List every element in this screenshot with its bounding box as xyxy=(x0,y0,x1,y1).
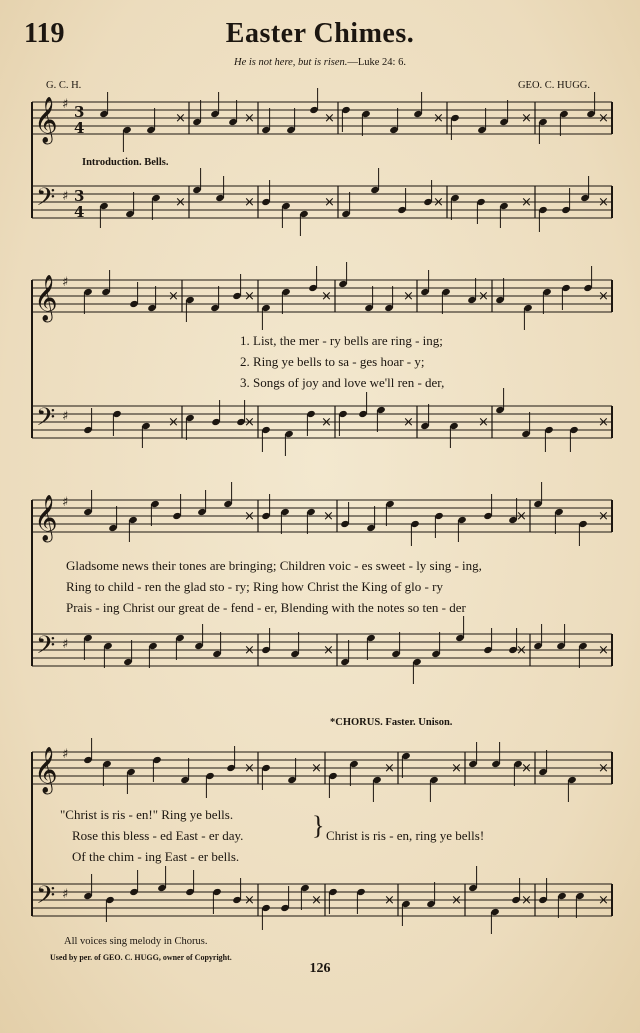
key-signature-sharp: ♯ xyxy=(62,747,69,762)
rest: × xyxy=(321,289,332,304)
bass-clef: 𝄢 xyxy=(36,183,56,218)
rest: × xyxy=(403,289,414,304)
rest: × xyxy=(433,195,444,210)
time-signature-top: 3 xyxy=(74,103,85,121)
rest: × xyxy=(244,643,255,658)
rest: × xyxy=(384,893,395,908)
lyric-s3-verse3: Prais - ing Christ our great de - fend - er, Blending with the notes so ten - der xyxy=(66,600,466,615)
rest: × xyxy=(244,415,255,430)
lyric-s4-verse1: "Christ is ris - en!" Ring ye bells. xyxy=(60,807,234,822)
treble-clef: 𝄞 xyxy=(34,275,58,321)
introduction-direction: Introduction. Bells. xyxy=(82,157,169,168)
rest: × xyxy=(321,415,332,430)
bass-clef: 𝄢 xyxy=(36,403,56,438)
rest: × xyxy=(516,509,527,524)
rest: × xyxy=(598,289,609,304)
rest: × xyxy=(598,195,609,210)
rest: × xyxy=(478,289,489,304)
scripture-text: He is not here, but is risen. xyxy=(234,57,348,68)
rest: × xyxy=(244,195,255,210)
chorus-direction: *CHORUS. Faster. Unison. xyxy=(330,717,453,728)
chorus-brace: } xyxy=(312,811,325,840)
key-signature-sharp: ♯ xyxy=(62,495,69,510)
rest: × xyxy=(451,893,462,908)
rest: × xyxy=(403,415,414,430)
key-signature-sharp: ♯ xyxy=(62,409,69,424)
rest: × xyxy=(323,643,334,658)
lyric-s2-verse3: 3. Songs of joy and love we'll ren - der, xyxy=(240,375,445,390)
bass-clef: 𝄢 xyxy=(36,881,56,916)
rest: × xyxy=(244,761,255,776)
page-number: 126 xyxy=(309,961,331,976)
rest: × xyxy=(433,111,444,126)
lyric-s3-verse1: Gladsome news their tones are bringing; Children voic - es sweet - ly sing - ing, xyxy=(66,558,482,573)
chorus-lyric: Christ is ris - en, ring ye bells! xyxy=(326,828,485,843)
rest: × xyxy=(516,643,527,658)
rest: × xyxy=(598,643,609,658)
hymn-number: 119 xyxy=(24,18,65,49)
rest: × xyxy=(598,111,609,126)
rest: × xyxy=(598,415,609,430)
time-signature-bottom: 4 xyxy=(74,119,85,137)
copyright-note: Used by per. of GEO. C. HUGG, owner of Copyright. xyxy=(50,953,232,962)
key-signature-sharp: ♯ xyxy=(62,887,69,902)
rest: × xyxy=(598,509,609,524)
rest: × xyxy=(598,893,609,908)
rest: × xyxy=(521,195,532,210)
rest: × xyxy=(175,111,186,126)
lyric-s4-verse2: Rose this bless - ed East - er day. xyxy=(72,828,244,843)
rest: × xyxy=(521,111,532,126)
key-signature-sharp: ♯ xyxy=(62,637,69,652)
rest: × xyxy=(244,111,255,126)
lyric-s4-verse3: Of the chim - ing East - er bells. xyxy=(72,849,240,864)
composer-credit: GEO. C. HUGG. xyxy=(517,80,590,91)
key-signature-sharp: ♯ xyxy=(62,97,69,112)
rest: × xyxy=(311,761,322,776)
rest: × xyxy=(311,893,322,908)
rest: × xyxy=(323,509,334,524)
rest: × xyxy=(324,195,335,210)
rest: × xyxy=(324,111,335,126)
rest: × xyxy=(451,761,462,776)
bass-clef: 𝄢 xyxy=(36,631,56,666)
time-signature-top: 3 xyxy=(74,187,85,205)
treble-clef: 𝄞 xyxy=(34,495,58,541)
lyric-s2-verse2: 2. Ring ye bells to sa - ges hoar - y; xyxy=(240,354,425,369)
lyric-s2-verse1: 1. List, the mer - ry bells are ring - ing; xyxy=(240,333,443,348)
author-credit: G. C. H. xyxy=(46,80,82,91)
scripture-reference: —Luke 24: 6. xyxy=(347,57,406,68)
rest: × xyxy=(175,195,186,210)
performance-note: All voices sing melody in Chorus. xyxy=(64,936,208,947)
rest: × xyxy=(598,761,609,776)
rest: × xyxy=(244,509,255,524)
rest: × xyxy=(478,415,489,430)
lyric-s3-verse2: Ring to child - ren the glad sto - ry; Ring how Christ the King of glo - ry xyxy=(66,579,443,594)
rest: × xyxy=(168,415,179,430)
hymn-title: Easter Chimes. xyxy=(225,18,415,49)
rest: × xyxy=(244,893,255,908)
rest: × xyxy=(384,761,395,776)
rest: × xyxy=(521,893,532,908)
treble-clef: 𝄞 xyxy=(34,97,58,143)
time-signature-bottom: 4 xyxy=(74,203,85,221)
treble-clef: 𝄞 xyxy=(34,747,58,793)
rest: × xyxy=(168,289,179,304)
rest: × xyxy=(244,289,255,304)
key-signature-sharp: ♯ xyxy=(62,275,69,290)
rest: × xyxy=(521,761,532,776)
key-signature-sharp: ♯ xyxy=(62,189,69,204)
